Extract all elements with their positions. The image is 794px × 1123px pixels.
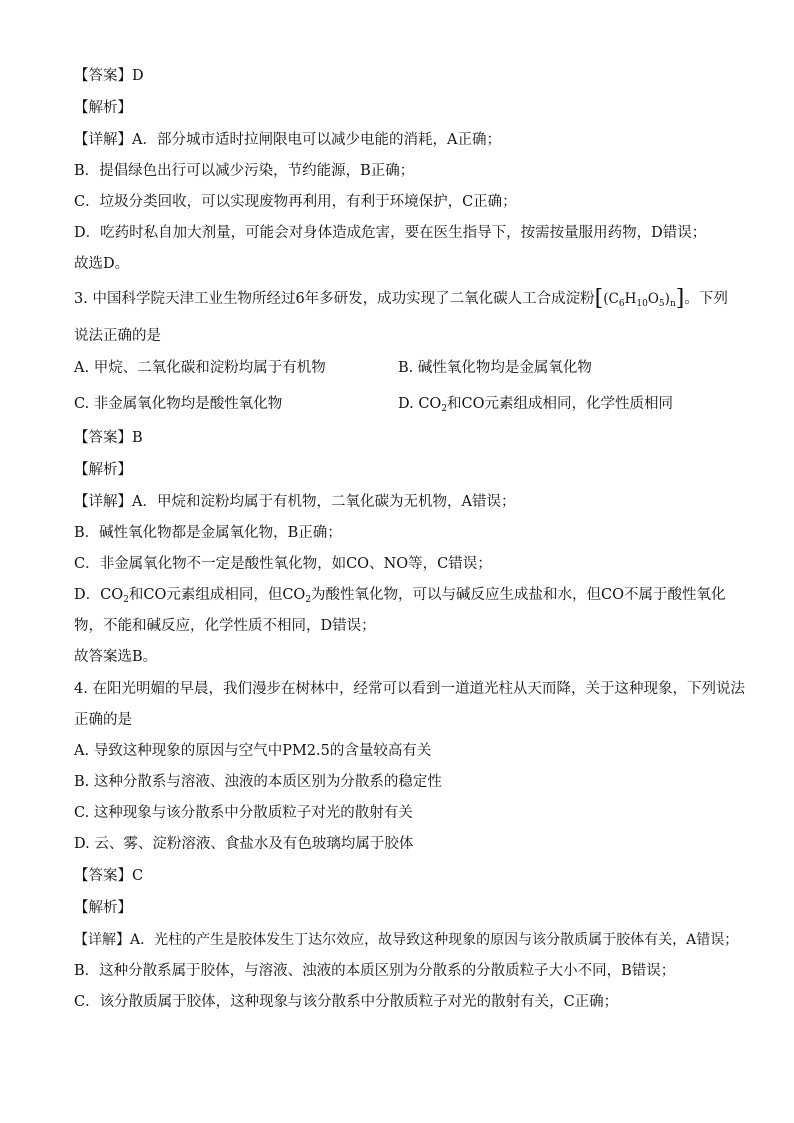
answer-label: 【答案】D (74, 68, 144, 84)
formula-subscript: 2 (123, 595, 129, 605)
answer-label: 【答案】C (74, 868, 144, 884)
option-text: 和CO元素组成相同，化学性质相同 (447, 396, 674, 412)
formula-subscript: 2 (441, 404, 448, 414)
explanation-text: 和CO元素组成相同，但CO (128, 587, 306, 603)
formula-part: ) (664, 291, 670, 307)
formula-subscript: 10 (636, 299, 648, 309)
option-a: A. 导致这种现象的原因与空气中PM2.5的含量较高有关 (74, 743, 432, 759)
analysis-label: 【解析】 (74, 900, 132, 916)
analysis-label: 【解析】 (74, 100, 132, 116)
detail-line: 【详解】A．光柱的产生是胶体发生丁达尔效应，故导致这种现象的原因与该分散质属于胶体有关，A错误； (74, 932, 739, 948)
formula-part: H (624, 291, 637, 307)
formula-part: O (647, 291, 659, 307)
explanation-line: 物，不能和碱反应，化学性质不相同，D错误； (74, 618, 376, 634)
explanation-line: B．这种分散系属于胶体，与溶液、浊液的本质区别为分散系的分散质粒子大小不同，B错误； (74, 963, 676, 979)
option-a: A. 甲烷、二氧化碳和淀粉均属于有机物 (74, 360, 326, 376)
question-4-stem-cont: 正确的是 (74, 712, 132, 728)
option-d (398, 394, 673, 419)
conclusion-line: 故答案选B。 (74, 649, 158, 665)
explanation-line: C．非金属氧化物不一定是酸性氧化物，如CO、NO等，C错误； (74, 556, 492, 572)
question-stem-text: 。下列 (684, 291, 728, 307)
detail-line: 【详解】A．部分城市适时拉闸限电可以减少电能的消耗，A正确； (74, 132, 501, 148)
explanation-line: C．该分散质属于胶体，这种现象与该分散系中分散质粒子对光的散射有关，C正确； (74, 994, 619, 1010)
question-stem-text: 3. 中国科学院天津工业生物所经过6年多研发，成功实现了二氧化碳人工合成淀粉 (74, 291, 595, 307)
option-b: B. 这种分散系与溶液、浊液的本质区别为分散系的稳定性 (74, 774, 442, 790)
formula-bracket: ] (675, 286, 685, 311)
conclusion-line: 故选D。 (74, 256, 130, 272)
option-c: C. 非金属氧化物均是酸性氧化物 (74, 396, 283, 412)
explanation-text: D．CO (74, 587, 124, 603)
formula-part: (C (603, 291, 619, 307)
starch-formula (594, 286, 685, 311)
explanation-line (74, 585, 726, 610)
answer-label: 【答案】B (74, 430, 143, 446)
option-b: B. 碱性氧化物均是金属氧化物 (398, 360, 592, 376)
analysis-label: 【解析】 (74, 462, 132, 478)
explanation-line: B．提倡绿色出行可以减少污染，节约能源，B正确； (74, 163, 415, 179)
question-3-stem (74, 286, 728, 314)
detail-line: 【详解】A．甲烷和淀粉均属于有机物，二氧化碳为无机物，A错误； (74, 494, 516, 510)
option-text: D. CO (398, 396, 442, 412)
explanation-text: 为酸性氧化物，可以与碱反应生成盐和水，但CO不属于酸性氧化 (311, 587, 726, 603)
explanation-line: C．垃圾分类回收，可以实现废物再利用，有利于环境保护，C正确； (74, 194, 517, 210)
formula-bracket: [ (594, 286, 604, 311)
formula-subscript: 5 (658, 299, 665, 309)
question-4-stem: 4. 在阳光明媚的早晨，我们漫步在树林中，经常可以看到一道道光柱从天而降，关于这种现象，下列说法 (74, 681, 745, 697)
explanation-line: B．碱性氧化物都是金属氧化物，B正确； (74, 525, 342, 541)
formula-subscript: n (669, 299, 676, 309)
formula-subscript: 6 (618, 299, 625, 309)
question-3-stem-cont: 说法正确的是 (74, 328, 161, 344)
explanation-line: D．吃药时私自加大剂量，可能会对身体造成危害，要在医生指导下，按需按量服用药物，D错误； (74, 225, 707, 241)
option-d: D. 云、雾、淀粉溶液、食盐水及有色玻璃均属于胶体 (74, 836, 414, 852)
formula-subscript: 2 (305, 595, 312, 605)
option-c: C. 这种现象与该分散系中分散质粒子对光的散射有关 (74, 805, 413, 821)
